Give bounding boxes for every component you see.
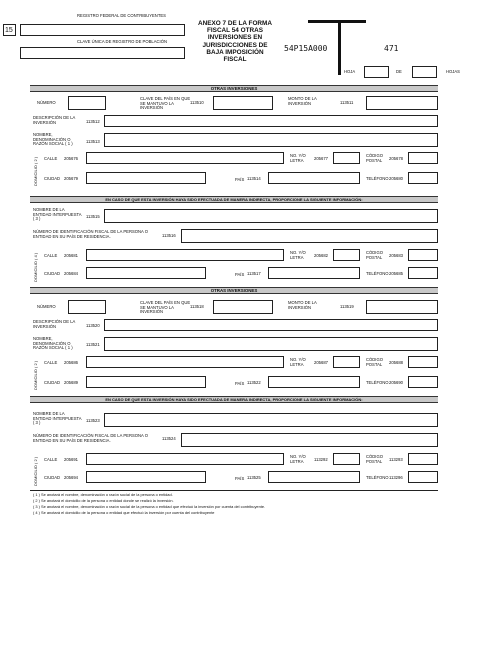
no-letra2-input[interactable] (333, 249, 360, 261)
domicilio-2-label-3: DOMICILIO ( 2 ) (33, 456, 38, 486)
pais2-input-2[interactable] (268, 471, 360, 483)
telefono2-label-2: TELÉFONO (366, 475, 389, 480)
pais-input-2[interactable] (268, 376, 360, 388)
clave-pais-label-2: CLAVE DEL PAÍS EN QUE SE MANTUVO LA INVERSIÓN (140, 300, 191, 315)
telefono2-code: 205685 (389, 271, 403, 276)
telefono2-input[interactable] (408, 267, 438, 279)
no-letra2-code: 205682 (314, 253, 328, 258)
descripcion-input[interactable] (104, 115, 438, 127)
hoja-input[interactable] (364, 66, 389, 78)
calle2-input[interactable] (86, 249, 284, 261)
entidad-label: NOMBRE DE LA ENTIDAD INTERPUESTA ( 3 ) (33, 207, 82, 222)
telefono-code: 205680 (389, 176, 403, 181)
cp2-input[interactable] (408, 249, 438, 261)
ciudad2-label: CIUDAD (44, 271, 61, 276)
pais-label-2: PAÍS (235, 381, 245, 386)
id-fiscal-input[interactable] (181, 229, 438, 243)
entidad-input[interactable] (104, 209, 438, 223)
domicilio-2-label: DOMICILIO ( 2 ) (33, 156, 38, 186)
rfc-label: REGISTRO FEDERAL DE CONTRIBUYENTES (77, 13, 166, 18)
descripcion-code: 113512 (86, 119, 100, 124)
descripcion-code-2: 113520 (86, 323, 100, 328)
clave-pais-input-2[interactable] (213, 300, 273, 314)
descripcion-input-2[interactable] (104, 319, 438, 331)
bottom-rule (30, 490, 438, 491)
clave-pais-input[interactable] (213, 96, 273, 110)
no-letra-input-2[interactable] (333, 356, 360, 368)
no-letra-label: NO. Y/O LETRA (290, 153, 306, 163)
descripcion-label-2: DESCRIPCIÓN DE LA INVERSIÓN (33, 319, 76, 329)
pais2-label-2: PAÍS (235, 476, 245, 481)
ciudad-code-2: 205689 (64, 380, 78, 385)
entidad-label-2: NOMBRE DE LA ENTIDAD INTERPUESTA ( 3 ) (33, 411, 82, 426)
calle2-label-2: CALLE (44, 457, 58, 462)
ciudad2-input-2[interactable] (86, 471, 206, 483)
form-number: 471 (384, 44, 399, 53)
pais-input[interactable] (268, 172, 360, 184)
no-letra-input[interactable] (333, 152, 360, 164)
numero-label: NÚMERO (37, 100, 56, 105)
ciudad-code: 205679 (64, 176, 78, 181)
clave-pais-code-2: 113518 (190, 304, 204, 309)
nombre-code: 113513 (86, 139, 100, 144)
pais2-code: 113517 (247, 271, 261, 276)
section-bar-1: OTRAS INVERSIONES (30, 85, 438, 92)
id-fiscal-label: NÚMERO DE IDENTIFICACIÓN FISCAL DE LA PERSONA O ENTIDAD EN SU PAÍS DE RESIDENCIA. (33, 229, 149, 239)
cp-input[interactable] (408, 152, 438, 164)
de-label: DE (396, 69, 402, 74)
calle-code-2: 205686 (64, 360, 78, 365)
ciudad2-input[interactable] (86, 267, 206, 279)
pais-code: 113514 (247, 176, 261, 181)
id-fiscal-input-2[interactable] (181, 433, 438, 447)
numero-input-2[interactable] (68, 300, 106, 314)
cp2-label-2: CÓDIGO POSTAL (366, 454, 383, 464)
cp2-input-2[interactable] (408, 453, 438, 465)
no-letra2-label-2: NO. Y/O LETRA (290, 454, 306, 464)
cp-input-2[interactable] (408, 356, 438, 368)
cp2-code-2: 113293 (389, 457, 403, 462)
de-input[interactable] (412, 66, 437, 78)
form-title: ANEXO 7 DE LA FORMA FISCAL 54 OTRAS INVERSIONES EN JURISDICCIONES DE BAJA IMPOSICIÓN FISCAL (198, 20, 272, 64)
rfc-input[interactable] (20, 24, 185, 36)
calle-input-2[interactable] (86, 356, 284, 368)
footnote-3: ( 3 ) Se anotará el nombre, denominación o razón social de la persona o entidad que efectuó la inversión por cuenta del contribuyente. (33, 504, 266, 509)
calle-code: 205676 (64, 156, 78, 161)
id-fiscal-label-2: NÚMERO DE IDENTIFICACIÓN FISCAL DE LA PERSONA O ENTIDAD EN SU PAÍS DE RESIDENCIA. (33, 433, 149, 443)
no-letra-code: 205677 (314, 156, 328, 161)
curp-input[interactable] (20, 47, 185, 59)
nombre-label-2: NOMBRE, DENOMINACIÓN O RAZÓN SOCIAL ( 1 ) (33, 336, 73, 351)
telefono2-code-2: 113296 (389, 475, 403, 480)
telefono-label-2: TELÉFONO (366, 380, 389, 385)
indirect-bar-2: EN CASO DE QUE ESTA INVERSIÓN HAYA SIDO EFECTUADA DE MANERA INDIRECTA, PROPORCIONE LA SIGUIENTE INFORMACIÓN: (30, 396, 438, 403)
nombre-input-2[interactable] (104, 337, 438, 351)
telefono2-label: TELÉFONO (366, 271, 389, 276)
numero-input[interactable] (68, 96, 106, 110)
ciudad2-code-2: 205694 (64, 475, 78, 480)
entidad-input-2[interactable] (104, 413, 438, 427)
descripcion-label: DESCRIPCIÓN DE LA INVERSIÓN (33, 115, 76, 125)
cp2-code: 205683 (389, 253, 403, 258)
cp-label: CÓDIGO POSTAL (366, 153, 383, 163)
calle-input[interactable] (86, 152, 284, 164)
ciudad-label-2: CIUDAD (44, 380, 61, 385)
monto-code-2: 113519 (340, 304, 354, 309)
domicilio-4-label: DOMICILIO ( 4 ) (33, 252, 38, 282)
cp-label-2: CÓDIGO POSTAL (366, 357, 383, 367)
indirect-bar-1: EN CASO DE QUE ESTA INVERSIÓN HAYA SIDO EFECTUADA DE MANERA INDIRECTA, PROPORCIONE LA SIGUIENTE INFORMACIÓN: (30, 196, 438, 203)
telefono-code-2: 205690 (389, 380, 403, 385)
monto-label-2: MONTO DE LA INVERSIÓN (288, 300, 317, 310)
footnote-2: ( 2 ) Se anotará el domicilio de la persona o entidad donde se realizó la inversión. (33, 498, 174, 503)
hojas-label: HOJAS (446, 69, 460, 74)
ciudad-label: CIUDAD (44, 176, 61, 181)
footnote-1: ( 1 ) Se anotará el nombre, denominación o razón social de la persona o entidad. (33, 492, 173, 497)
calle2-input-2[interactable] (86, 453, 284, 465)
no-letra2-code-2: 113292 (314, 457, 328, 462)
nombre-code-2: 113521 (86, 342, 100, 347)
ciudad2-code: 205684 (64, 271, 78, 276)
pais2-label: PAÍS (235, 272, 245, 277)
box-number-text: 15 (5, 27, 13, 34)
domicilio-2-label-2: DOMICILIO ( 2 ) (33, 360, 38, 390)
entidad-code-2: 113523 (86, 418, 100, 423)
no-letra2-label: NO. Y/O LETRA (290, 250, 306, 260)
corner-mark-horizontal (308, 20, 366, 23)
footnote-4: ( 4 ) Se anotará el domicilio de la persona o entidad que efectuó la inversión por cuenta del contribuyente (33, 510, 215, 515)
curp-label: CLAVE ÚNICA DE REGISTRO DE POBLACIÓN (77, 39, 167, 44)
ciudad2-label-2: CIUDAD (44, 475, 61, 480)
monto-input-2[interactable] (366, 300, 438, 314)
form-code: 54P15A000 (284, 44, 328, 53)
clave-pais-code: 113510 (190, 100, 204, 105)
pais-code-2: 113522 (247, 380, 261, 385)
pais2-input[interactable] (268, 267, 360, 279)
cp2-label: CÓDIGO POSTAL (366, 250, 383, 260)
cp-code: 205678 (389, 156, 403, 161)
nombre-input[interactable] (104, 133, 438, 147)
calle2-label: CALLE (44, 253, 58, 258)
telefono2-input-2[interactable] (408, 471, 438, 483)
calle2-code-2: 205691 (64, 457, 78, 462)
ciudad-input[interactable] (86, 172, 206, 184)
calle2-code: 205681 (64, 253, 78, 258)
monto-label: MONTO DE LA INVERSIÓN (288, 96, 317, 106)
nombre-label: NOMBRE, DENOMINACIÓN O RAZÓN SOCIAL ( 1 ) (33, 132, 73, 147)
pais2-code-2: 113525 (247, 475, 261, 480)
entidad-code: 113515 (86, 214, 100, 219)
hoja-label: HOJA (344, 69, 356, 74)
no-letra-code-2: 205687 (314, 360, 328, 365)
id-fiscal-code-2: 113524 (162, 436, 176, 441)
monto-code: 113511 (340, 100, 354, 105)
no-letra-label-2: NO. Y/O LETRA (290, 357, 306, 367)
telefono-label: TELÉFONO (366, 176, 389, 181)
box-number (3, 24, 16, 36)
telefono-input[interactable] (408, 172, 438, 184)
telefono-input-2[interactable] (408, 376, 438, 388)
calle-label: CALLE (44, 156, 58, 161)
ciudad-input-2[interactable] (86, 376, 206, 388)
no-letra2-input-2[interactable] (333, 453, 360, 465)
section-bar-2: OTRAS INVERSIONES (30, 287, 438, 294)
corner-mark-vertical (338, 20, 341, 75)
numero-label-2: NÚMERO (37, 304, 56, 309)
id-fiscal-code: 113516 (162, 233, 176, 238)
clave-pais-label: CLAVE DEL PAÍS EN QUE SE MANTUVO LA INVERSIÓN (140, 96, 191, 111)
cp-code-2: 205688 (389, 360, 403, 365)
monto-input[interactable] (366, 96, 438, 110)
calle-label-2: CALLE (44, 360, 58, 365)
pais-label: PAÍS (235, 177, 245, 182)
